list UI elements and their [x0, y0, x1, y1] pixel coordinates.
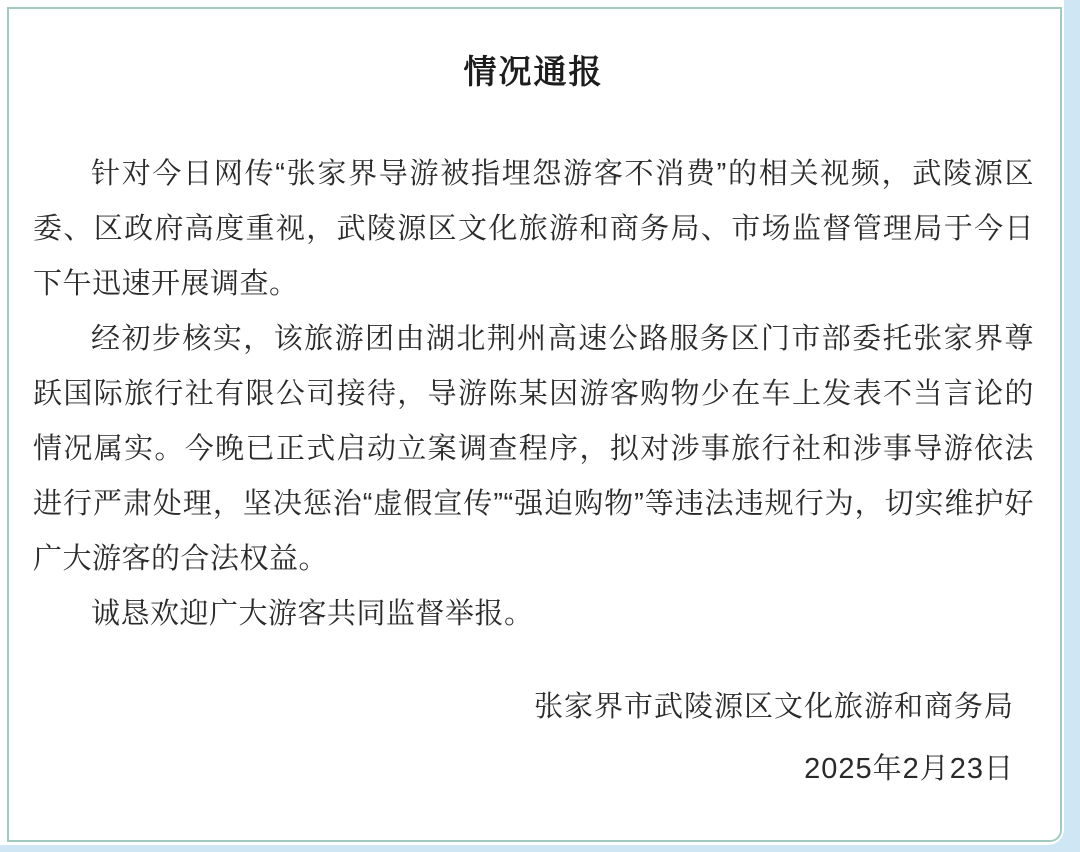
notice-paragraph: 诚恳欢迎广大游客共同监督举报。 — [91, 598, 534, 630]
issuing-authority: 张家界市武陵源区文化旅游和商务局 — [533, 691, 1014, 723]
notice-title: 情况通报 — [463, 53, 604, 90]
notice-paragraph: 经初步核实，该旅游团由湖北荆州高速公路服务区门市部委托张家界尊跃国际旅行社有限公司接待，导游陈某因游客购物少在车上发表不当言论的情况属实。今晚已正式启动立案调查程序，拟对涉事旅行社和涉事导游依法进行严肃处理，坚决惩治“虚假宣传”“强迫购物”等违法违规行为，切实维护好广大游客的合法权益。 — [33, 323, 1034, 575]
signature-block — [33, 680, 1034, 797]
document-content — [9, 9, 1060, 840]
notice-body — [33, 147, 1034, 642]
notice-date: 2025年2月23日 — [804, 753, 1014, 785]
notice-paragraph: 针对今日网传“张家界导游被指埋怨游客不消费”的相关视频，武陵源区委、区政府高度重视，武陵源区文化旅游和商务局、市场监督管理局于今日下午迅速开展调查。 — [33, 158, 1034, 300]
